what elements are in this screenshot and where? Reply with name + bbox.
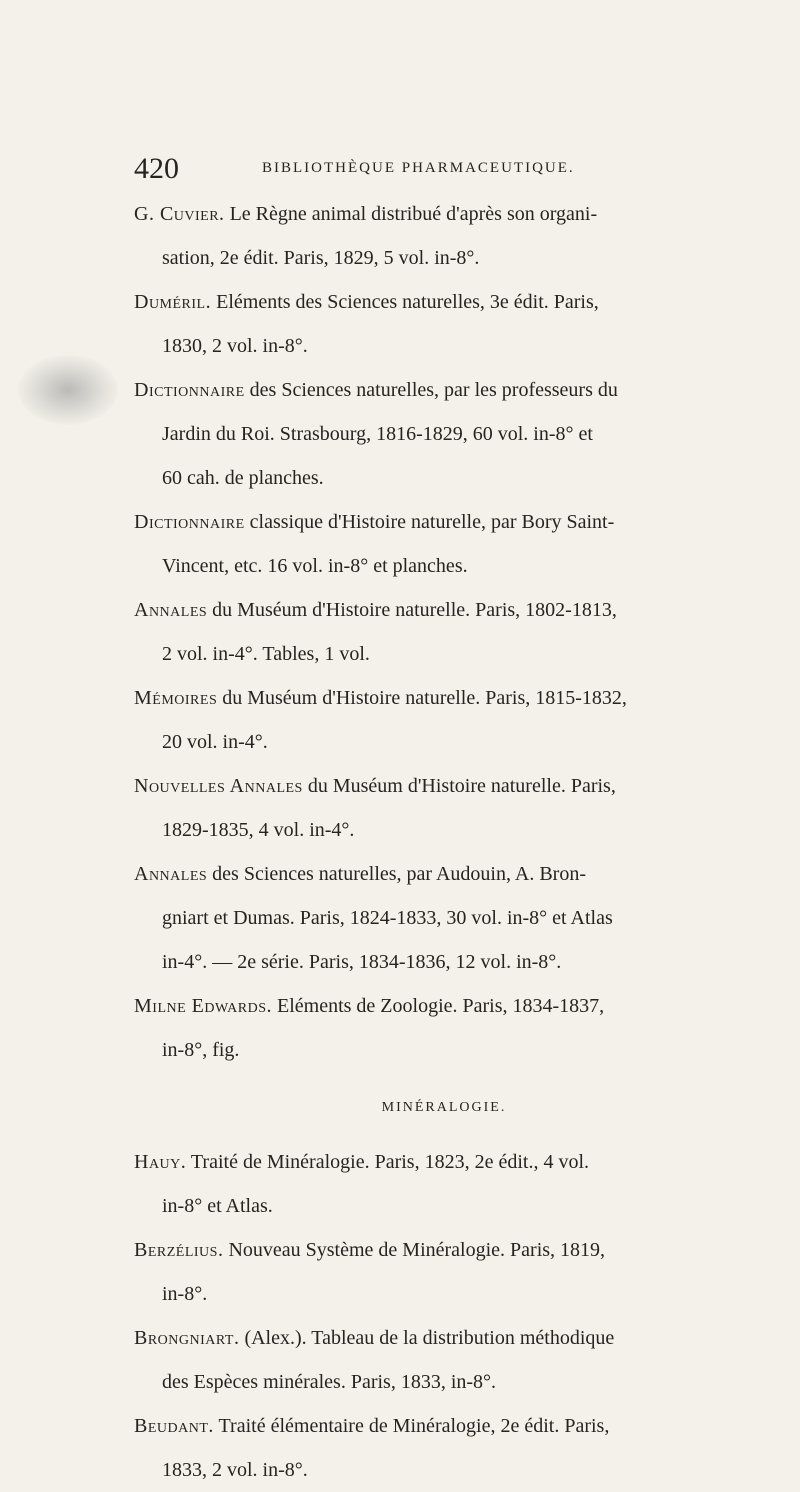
entry-text: du Muséum d'Histoire naturelle. Paris, 1802-1813, <box>212 599 617 621</box>
bibliography-group-mineralogie <box>134 1140 774 1492</box>
entry-line <box>134 764 774 808</box>
page-header <box>134 152 694 188</box>
entry-text: du Muséum d'Histoire naturelle. Paris, <box>307 775 616 797</box>
bibliography-list <box>134 192 774 1492</box>
entry-author: Brongniart. <box>134 1327 240 1349</box>
entry-line <box>134 192 774 236</box>
entry-text: Vincent, etc. 16 vol. in-8° et planches. <box>162 555 468 577</box>
running-title: BIBLIOTHÈQUE PHARMACEUTIQUE. <box>262 160 575 176</box>
entry-author: Dictionnaire <box>134 379 245 401</box>
entry-author: Annales <box>134 863 208 885</box>
entry-text: Nouveau Système de Minéralogie. Paris, 1819, <box>228 1239 606 1261</box>
entry-line <box>134 1228 774 1272</box>
entry-line <box>134 544 774 588</box>
entry-text: 60 cah. de planches. <box>162 467 324 489</box>
entry-author: Dictionnaire <box>134 511 245 533</box>
entry-author: G. Cuvier. <box>134 203 225 225</box>
entry-text: in-8°, fig. <box>162 1039 240 1061</box>
bibliography-entry <box>134 984 774 1072</box>
entry-line <box>134 236 774 280</box>
entry-line <box>134 500 774 544</box>
entry-author: Mémoires <box>134 687 218 709</box>
entry-line <box>134 1184 774 1228</box>
entry-line <box>134 280 774 324</box>
page-number: 420 <box>134 152 179 185</box>
entry-text: Traité de Minéralogie. Paris, 1823, 2e édit., 4 vol. <box>190 1151 590 1173</box>
bibliography-entry <box>134 676 774 764</box>
entry-text: in-8°. <box>162 1283 208 1305</box>
entry-line <box>134 1448 774 1492</box>
bibliography-entry <box>134 192 774 280</box>
entry-text: Jardin du Roi. Strasbourg, 1816-1829, 60 vol. in-8° et <box>162 423 593 445</box>
bibliography-entry <box>134 764 774 852</box>
entry-text: des Sciences naturelles, par les professeurs du <box>249 379 618 401</box>
entry-author: Milne Edwards. <box>134 995 272 1017</box>
bibliography-entry <box>134 588 774 676</box>
entry-line <box>134 940 774 984</box>
entry-author: Duméril. <box>134 291 212 313</box>
entry-line <box>134 720 774 764</box>
entry-text: sation, 2e édit. Paris, 1829, 5 vol. in-8°. <box>162 247 480 269</box>
bibliography-entry <box>134 1140 774 1228</box>
entry-author: Beudant. <box>134 1415 214 1437</box>
entry-line <box>134 632 774 676</box>
entry-author: Annales <box>134 599 208 621</box>
entry-line <box>134 1028 774 1072</box>
entry-line <box>134 676 774 720</box>
bibliography-group-natural-history <box>134 192 774 1072</box>
entry-line <box>134 852 774 896</box>
entry-line <box>134 368 774 412</box>
entry-text: des Sciences naturelles, par Audouin, A. Bron- <box>212 863 586 885</box>
entry-line <box>134 896 774 940</box>
entry-text: (Alex.). Tableau de la distribution méthodique <box>244 1327 615 1349</box>
section-heading-mineralogie: MINÉRALOGIE. <box>381 1100 507 1115</box>
entry-line <box>134 1360 774 1404</box>
entry-text: du Muséum d'Histoire naturelle. Paris, 1815-1832, <box>222 687 627 709</box>
entry-text: Traité élémentaire de Minéralogie, 2e édit. Paris, <box>218 1415 610 1437</box>
entry-line <box>134 1404 774 1448</box>
entry-author: Berzélius. <box>134 1239 224 1261</box>
entry-text: in-4°. — 2e série. Paris, 1834-1836, 12 vol. in-8°. <box>162 951 562 973</box>
bibliography-entry <box>134 852 774 984</box>
entry-text: des Espèces minérales. Paris, 1833, in-8°. <box>162 1371 497 1393</box>
entry-line <box>134 588 774 632</box>
entry-line <box>134 984 774 1028</box>
entry-text: Eléments des Sciences naturelles, 3e édit. Paris, <box>216 291 599 313</box>
bibliography-entry <box>134 280 774 368</box>
entry-text: Eléments de Zoologie. Paris, 1834-1837, <box>277 995 605 1017</box>
entry-line <box>134 324 774 368</box>
entry-text: classique d'Histoire naturelle, par Bory Saint- <box>249 511 615 533</box>
entry-text: gniart et Dumas. Paris, 1824-1833, 30 vol. in-8° et Atlas <box>162 907 613 929</box>
entry-line <box>134 1140 774 1184</box>
entry-line <box>134 412 774 456</box>
entry-text: 2 vol. in-4°. Tables, 1 vol. <box>162 643 370 665</box>
entry-text: 1829-1835, 4 vol. in-4°. <box>162 819 355 841</box>
bibliography-entry <box>134 1228 774 1316</box>
entry-author: Hauy. <box>134 1151 187 1173</box>
entry-text: 1833, 2 vol. in-8°. <box>162 1459 308 1481</box>
paper-stain <box>18 355 118 425</box>
entry-text: Le Règne animal distribué d'après son organi- <box>229 203 598 225</box>
entry-text: in-8° et Atlas. <box>162 1195 273 1217</box>
entry-line <box>134 1272 774 1316</box>
bibliography-entry <box>134 500 774 588</box>
bibliography-entry <box>134 1316 774 1404</box>
entry-line <box>134 808 774 852</box>
bibliography-entry <box>134 1404 774 1492</box>
entry-line <box>134 1316 774 1360</box>
entry-text: 20 vol. in-4°. <box>162 731 268 753</box>
entry-author: Nouvelles Annales <box>134 775 303 797</box>
entry-line <box>134 456 774 500</box>
entry-text: 1830, 2 vol. in-8°. <box>162 335 308 357</box>
bibliography-entry <box>134 368 774 500</box>
